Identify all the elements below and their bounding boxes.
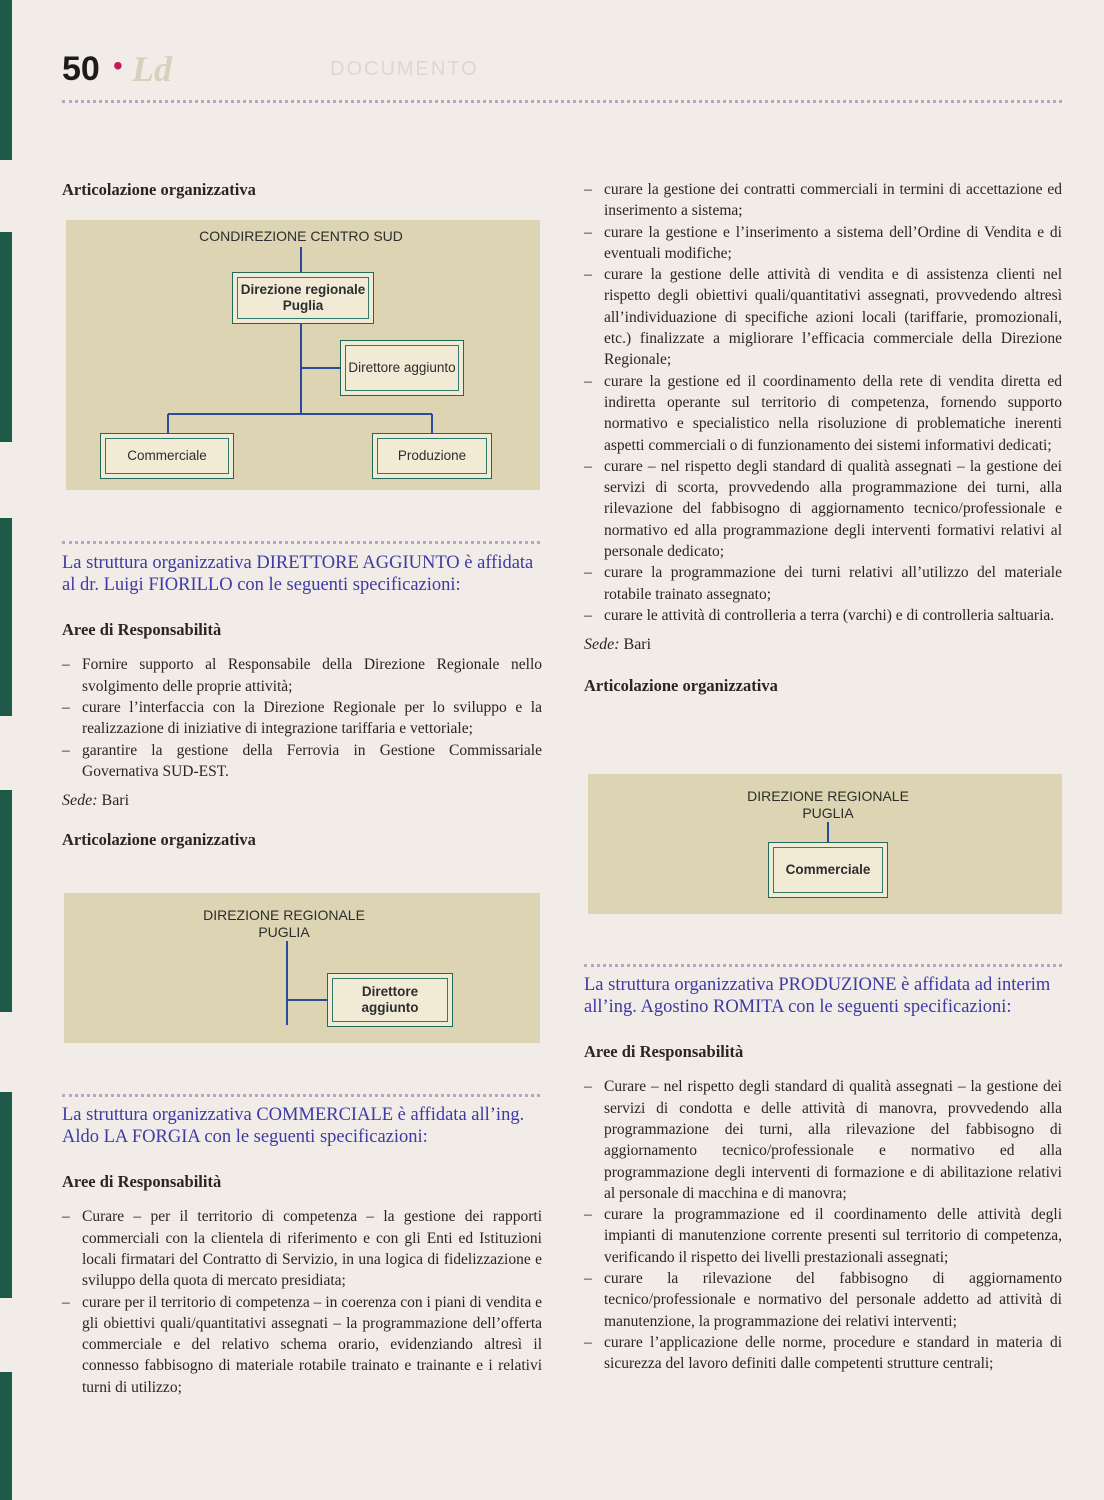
list-item: – curare la programmazione dei turni relativi all’utilizzo del materiale rotabile trainato assegnato; [584, 562, 1062, 605]
header-bullet: • [113, 50, 123, 81]
org-chart-commerciale [588, 774, 1062, 914]
articolazione-title: Articolazione organizzativa [584, 676, 778, 696]
section-title-commerciale: La struttura organizzativa COMMERCIALE è affidata all’ing. Aldo LA FORGIA con le seguenti specificazioni: [62, 1105, 525, 1148]
list-item: – curare le attività di controlleria a terra (varchi) e di controlleria saltuaria. [584, 605, 1062, 626]
list-item: – curare la gestione e l’inserimento a sistema dell’Ordine di Vendita e di eventuali modifiche; [584, 222, 1062, 265]
responsibility-list [62, 1206, 542, 1398]
section-rule [62, 541, 540, 544]
chart-top-line: PUGLIA [258, 924, 310, 940]
aree-heading: Aree di Responsabilità [62, 620, 222, 640]
org-chart-direttore-aggiunto [64, 893, 540, 1043]
left-column [62, 180, 540, 200]
node-direttore-aggiunto [340, 340, 464, 396]
list-item: – garantire la gestione della Ferrovia in Gestione Commissariale Governativa SUD-EST. [62, 740, 542, 783]
list-item: – curare la gestione ed il coordinamento della rete di vendita diretta ed indiretta operante sul territorio di competenza, fornendo supporto normativo e specialistico nella risoluzione di problematiche inerenti aspetti commerciali o di funzionamento dei sistemi informativi dedicati; [584, 371, 1062, 456]
chart-top-line: PUGLIA [802, 805, 854, 821]
node-label: Commerciale [773, 847, 883, 893]
list-item: – Curare – nel rispetto degli standard di qualità assegnati – la gestione dei servizi di condotta e delle attività di manovra, provvedendo alla programmazione dei turni, alla rilevazione del fabbisogno di aggiornamento tecnico/professionale e normativo ed alla programmazione degli interventi di formazione e di abilitazione relativi al personale di macchina e di manovra; [584, 1076, 1062, 1204]
section-title-produzione: La struttura organizzativa PRODUZIONE è affidata ad interim all’ing. Agostino ROMITA con le seguenti specificazioni: [584, 975, 1051, 1018]
articolazione-title: Articolazione organizzativa [62, 830, 256, 850]
chart-top-label: CONDIREZIONE CENTRO SUD [199, 228, 403, 244]
list-item: – curare la gestione dei contratti commerciali in termini di accettazione ed inserimento a sistema; [584, 179, 1062, 222]
list-item: – Curare – per il territorio di competenza – la gestione dei rapporti commerciali con la clientela di riferimento e con gli Enti ed Istituzioni locali firmatari del Contratto di Servizio, in una logica di fidelizzazione e sviluppo della quota di mercato presidiata; [62, 1206, 542, 1291]
chart-top-label [708, 788, 948, 822]
edge-bar [0, 1372, 12, 1500]
sede-value: Bari [101, 792, 130, 810]
chart-top-label [164, 907, 404, 941]
list-item: – curare – nel rispetto degli standard di qualità assegnati – la gestione dei servizi di scorta, provvedendo alla programmazione dei turni, alla rilevazione del fabbisogno di aggiornamento tecnico/professionale e normativo ed alla programmazione degli interventi formativi relativi al personale dedicato; [584, 456, 1062, 562]
header-rule [62, 100, 1062, 103]
page-number: 50 [62, 50, 100, 88]
left-column-sec1 [62, 552, 542, 850]
node-direzione-regionale [232, 272, 374, 324]
node-label: Direttore aggiunto [345, 345, 459, 391]
responsibility-list-continued [584, 179, 1062, 626]
right-column [584, 179, 1062, 696]
node-label: Commerciale [105, 438, 229, 474]
chart-top-line: DIREZIONE REGIONALE [747, 788, 909, 804]
section-label: DOCUMENTO [330, 58, 479, 80]
sede-line [584, 636, 1062, 654]
edge-bar [0, 790, 12, 1012]
right-column-sec3 [584, 974, 1062, 1375]
list-item: – curare per il territorio di competenza – in coerenza con i piani di vendita e gli obiettivi quali/quantitativi assegnati – la programmazione dell’offerta commerciale e del relativo schema orario, evidenziando altresì il connesso fabbisogno di materiale rotabile trainato e trainante e i relativi turni di utilizzo; [62, 1292, 542, 1398]
list-item: – curare la rilevazione del fabbisogno di aggiornamento tecnico/professionale e normativo del personale addetto ad attività di manutenzione, la programmazione dei relativi interventi; [584, 1268, 1062, 1332]
node-label: Direzione regionale Puglia [237, 277, 369, 319]
node-commerciale [768, 842, 888, 898]
sede-value: Bari [623, 636, 652, 654]
edge-bar [0, 1092, 12, 1298]
sede-label: Sede: [62, 792, 98, 810]
list-item: – curare la gestione delle attività di vendita e di assistenza clienti nel rispetto degli obiettivi quali/quantitativi assegnati, provvedendo altresì all’individuazione di specifiche azioni locali (tariffarie, promozionali, etc.) finalizzate a migliorare l’efficacia commerciale della Direzione Regionale; [584, 264, 1062, 370]
section-title-direttore-aggiunto: La struttura organizzativa DIRETTORE AGGIUNTO è affidata al dr. Luigi FIORILLO con le seguenti specificazioni: [62, 553, 534, 596]
sede-label: Sede: [584, 636, 620, 654]
sede-line [62, 792, 542, 810]
list-item: – curare la programmazione ed il coordinamento delle attività degli impianti di manutenzione corrente presenti sul territorio di competenza, verificando il rispetto dei livelli prestazionali assegnati; [584, 1204, 1062, 1268]
list-item: – curare l’interfaccia con la Direzione Regionale per lo sviluppo e la realizzazione di iniziative di integrazione tariffaria e vettoriale; [62, 697, 542, 740]
edge-bar [0, 518, 12, 716]
magazine-logo: Ld [132, 49, 172, 89]
org-chart-condirezione [66, 220, 540, 490]
node-direttore-aggiunto [327, 973, 453, 1027]
list-item: – curare l’applicazione delle norme, procedure e standard in materia di sicurezza del lavoro definiti dalle competenti strutture centrali; [584, 1332, 1062, 1375]
responsibility-list [584, 1076, 1062, 1374]
node-produzione [372, 433, 492, 479]
node-label: Produzione [377, 438, 487, 474]
edge-bar [0, 232, 12, 442]
aree-heading: Aree di Responsabilità [62, 1172, 222, 1192]
chart-top-line: DIREZIONE REGIONALE [203, 907, 365, 923]
list-item: – Fornire supporto al Responsabile della Direzione Regionale nello svolgimento delle proprie attività; [62, 654, 542, 697]
responsibility-list [62, 654, 542, 782]
articolazione-title: Articolazione organizzativa [62, 180, 256, 199]
node-label: Direttore aggiunto [332, 978, 448, 1022]
section-rule [584, 964, 1062, 967]
node-commerciale [100, 433, 234, 479]
left-column-sec2 [62, 1104, 542, 1398]
aree-heading: Aree di Responsabilità [584, 1042, 744, 1062]
edge-bar [0, 0, 12, 160]
section-rule [62, 1094, 540, 1097]
